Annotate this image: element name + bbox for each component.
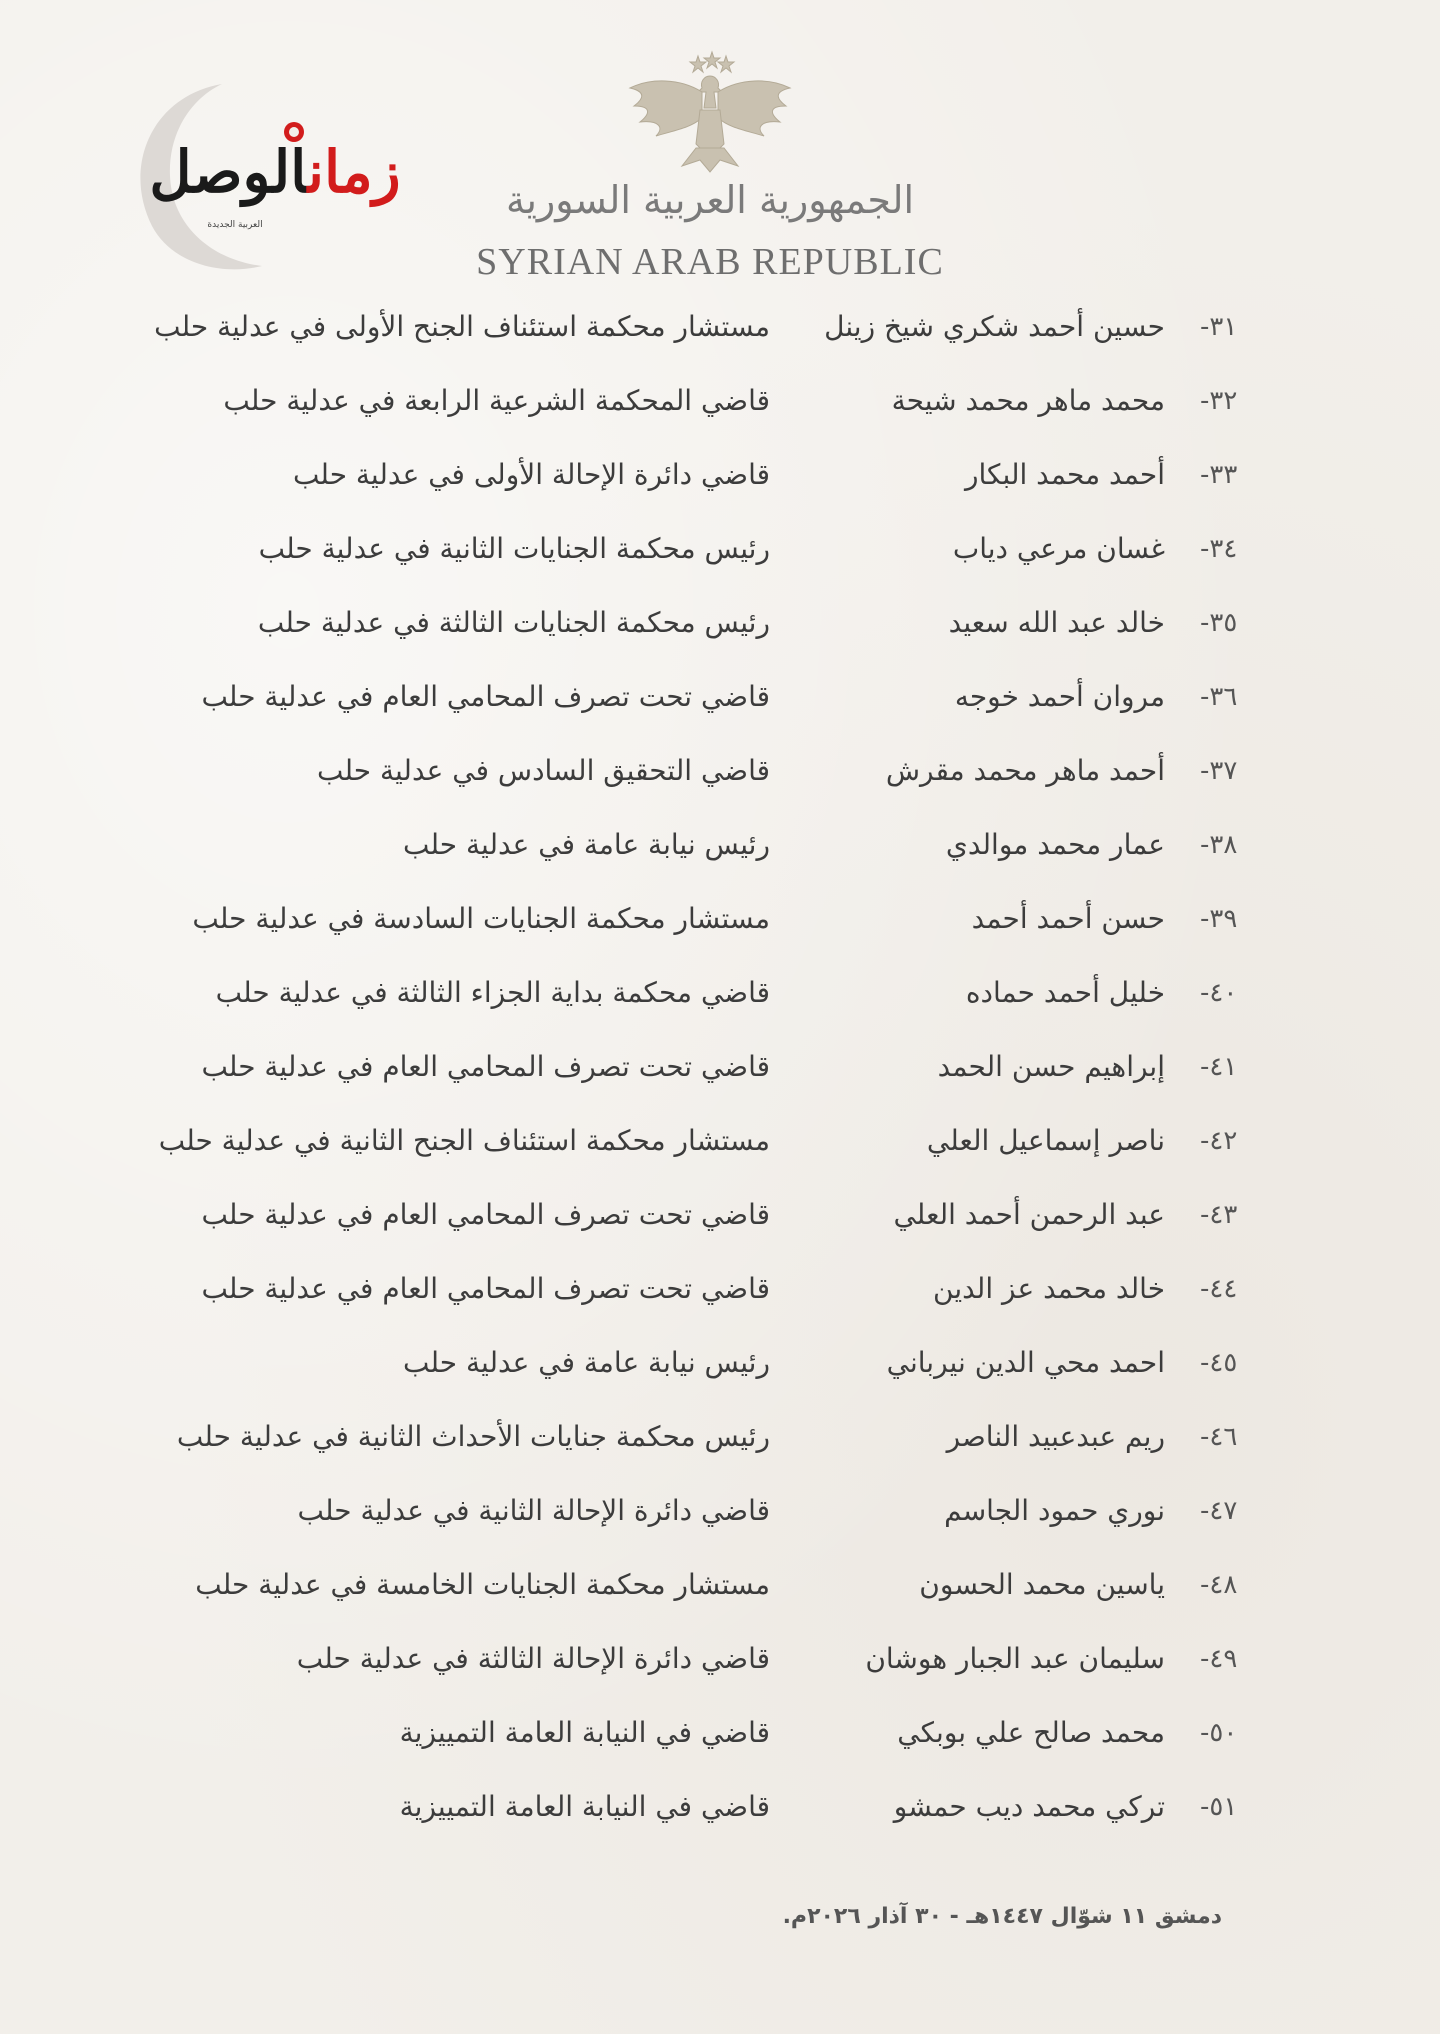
entry-number: -٥٠ <box>1200 1718 1238 1748</box>
entry-number: -٣٤ <box>1200 534 1238 564</box>
entry-name: أحمد ماهر محمد مقرش <box>885 754 1165 787</box>
entry-name: عمار محمد موالدي <box>945 828 1165 861</box>
entry-number: -٤٥ <box>1200 1348 1238 1378</box>
list-item <box>0 1042 1440 1092</box>
entry-number: -٣٢ <box>1200 386 1238 416</box>
entry-name: نوري حمود الجاسم <box>944 1494 1165 1527</box>
entry-title: رئيس محكمة الجنايات الثالثة في عدلية حلب <box>257 606 770 639</box>
entry-number: -٣٩ <box>1200 904 1238 934</box>
list-item <box>0 1412 1440 1462</box>
entry-number: -٤٠ <box>1200 978 1238 1008</box>
list-item <box>0 1782 1440 1832</box>
entry-name: ريم عبدعبيد الناصر <box>946 1420 1165 1453</box>
entry-number: -٤٧ <box>1200 1496 1238 1526</box>
entry-number: -٣٦ <box>1200 682 1238 712</box>
entry-name: خالد عبد الله سعيد <box>948 606 1165 639</box>
list-item <box>0 1708 1440 1758</box>
entry-title: قاضي دائرة الإحالة الثالثة في عدلية حلب <box>296 1642 770 1675</box>
entry-title: قاضي دائرة الإحالة الثانية في عدلية حلب <box>297 1494 770 1527</box>
entry-title: رئيس نيابة عامة في عدلية حلب <box>403 1346 770 1379</box>
entry-number: -٤٦ <box>1200 1422 1238 1452</box>
entry-number: -٤٩ <box>1200 1644 1238 1674</box>
list-item <box>0 1116 1440 1166</box>
entry-name: عبد الرحمن أحمد العلي <box>893 1198 1165 1231</box>
logo-word-black: الوصل <box>149 138 308 206</box>
entry-name: ياسين محمد الحسون <box>919 1568 1165 1601</box>
entry-name: محمد ماهر محمد شيحة <box>891 384 1165 417</box>
entry-number: -٤٢ <box>1200 1126 1238 1156</box>
entry-title: قاضي في النيابة العامة التمييزية <box>399 1790 770 1823</box>
list-item <box>0 1634 1440 1684</box>
list-item <box>0 746 1440 796</box>
entry-name: خالد محمد عز الدين <box>933 1272 1165 1305</box>
entry-name: محمد صالح علي بوبكي <box>897 1716 1165 1749</box>
list-item <box>0 1338 1440 1388</box>
entry-number: -٣٧ <box>1200 756 1238 786</box>
entry-number: -٤٤ <box>1200 1274 1238 1304</box>
logo-subtitle: العربية الجديدة <box>207 220 263 230</box>
entry-title: مستشار محكمة استئناف الجنح الثانية في عدلية حلب <box>158 1124 770 1157</box>
entry-name: أحمد محمد البكار <box>964 458 1165 491</box>
entry-title: قاضي التحقيق السادس في عدلية حلب <box>317 754 770 787</box>
list-item <box>0 598 1440 648</box>
entry-number: -٤٣ <box>1200 1200 1238 1230</box>
entry-title: قاضي تحت تصرف المحامي العام في عدلية حلب <box>201 1198 770 1231</box>
entry-title: رئيس محكمة جنايات الأحداث الثانية في عدلية حلب <box>176 1420 770 1453</box>
list-item <box>0 1560 1440 1610</box>
entry-number: -٣٨ <box>1200 830 1238 860</box>
entry-name: ناصر إسماعيل العلي <box>926 1124 1165 1157</box>
header-english-title: SYRIAN ARAB REPUBLIC <box>476 241 944 283</box>
entry-number: -٣٥ <box>1200 608 1238 638</box>
entry-name: مروان أحمد خوجه <box>954 680 1165 713</box>
list-item <box>0 450 1440 500</box>
entry-name: سليمان عبد الجبار هوشان <box>865 1642 1165 1675</box>
entry-title: قاضي تحت تصرف المحامي العام في عدلية حلب <box>201 1272 770 1305</box>
entry-title: رئيس محكمة الجنايات الثانية في عدلية حلب <box>258 532 770 565</box>
list-item <box>0 302 1440 352</box>
footer-date-line: دمشق ١١ شوّال ١٤٤٧هـ - ٣٠ آذار ٢٠٢٦م. <box>782 1904 1222 1929</box>
entry-title: مستشار محكمة الجنايات الخامسة في عدلية حلب <box>195 1568 770 1601</box>
entry-title: قاضي في النيابة العامة التمييزية <box>399 1716 770 1749</box>
entry-name: خليل أحمد حماده <box>965 976 1165 1009</box>
entry-name: إبراهيم حسن الحمد <box>937 1050 1165 1083</box>
entry-name: تركي محمد ديب حمشو <box>893 1790 1165 1823</box>
list-item <box>0 894 1440 944</box>
entry-name: حسن أحمد أحمد <box>971 902 1165 935</box>
entry-title: مستشار محكمة استئناف الجنح الأولى في عدلية حلب <box>154 310 770 343</box>
list-item <box>0 672 1440 722</box>
header-arabic-title: الجمهورية العربية السورية <box>505 178 915 222</box>
list-item <box>0 376 1440 426</box>
list-item <box>0 1190 1440 1240</box>
entry-title: رئيس نيابة عامة في عدلية حلب <box>403 828 770 861</box>
list-item <box>0 968 1440 1018</box>
entry-name: حسين أحمد شكري شيخ زينل <box>824 310 1165 343</box>
logo-word-red: زمان <box>307 138 401 206</box>
entry-number: -٣٣ <box>1200 460 1238 490</box>
entry-title: قاضي تحت تصرف المحامي العام في عدلية حلب <box>201 680 770 713</box>
entry-number: -٤٨ <box>1200 1570 1238 1600</box>
entry-title: قاضي محكمة بداية الجزاء الثالثة في عدلية حلب <box>215 976 770 1009</box>
list-item <box>0 1264 1440 1314</box>
entry-title: قاضي دائرة الإحالة الأولى في عدلية حلب <box>292 458 770 491</box>
entry-name: غسان مرعي دياب <box>952 532 1165 565</box>
entry-number: -٥١ <box>1200 1792 1238 1822</box>
list-item <box>0 820 1440 870</box>
list-item <box>0 1486 1440 1536</box>
entry-title: قاضي المحكمة الشرعية الرابعة في عدلية حلب <box>223 384 770 417</box>
entry-number: -٣١ <box>1200 312 1238 342</box>
entry-title: قاضي تحت تصرف المحامي العام في عدلية حلب <box>201 1050 770 1083</box>
entry-number: -٤١ <box>1200 1052 1238 1082</box>
entry-name: احمد محي الدين نيرباني <box>886 1346 1165 1379</box>
list-item <box>0 524 1440 574</box>
entry-title: مستشار محكمة الجنايات السادسة في عدلية حلب <box>192 902 770 935</box>
